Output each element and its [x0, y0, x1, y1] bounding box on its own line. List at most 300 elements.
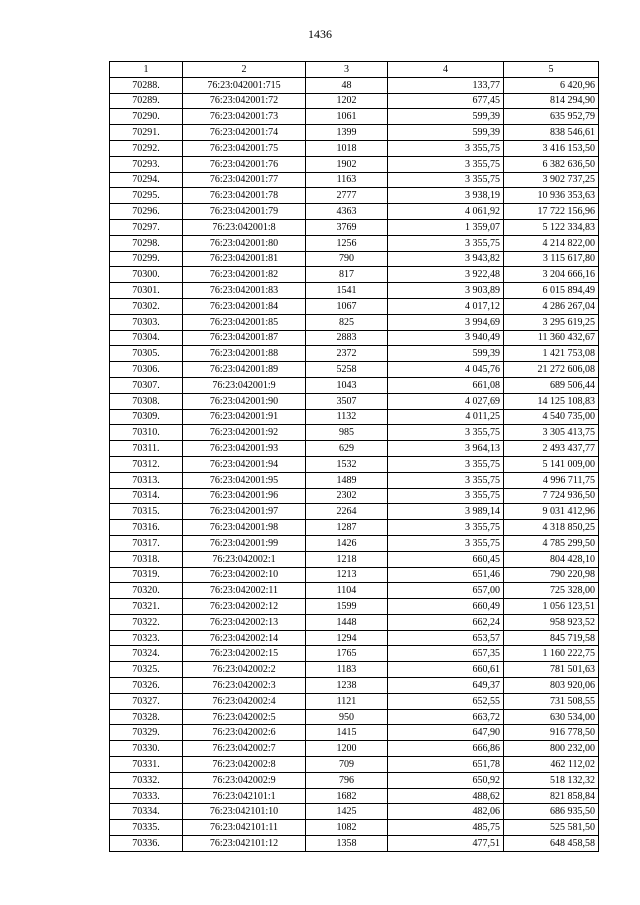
specific-value-cell: 3 355,75: [388, 172, 504, 188]
cadastral-number-cell: 76:23:042001:93: [183, 441, 306, 457]
cadastral-value-cell: 814 294,90: [504, 93, 599, 109]
cadastral-number-cell: 76:23:042001:99: [183, 535, 306, 551]
table-row: [110, 156, 599, 172]
cadastral-value-cell: 525 581,50: [504, 820, 599, 836]
cadastral-number-cell: 76:23:042001:78: [183, 188, 306, 204]
cadastral-number-cell: 76:23:042002:11: [183, 583, 306, 599]
table-row: [110, 425, 599, 441]
table-row: [110, 535, 599, 551]
area-value-cell: 1399: [306, 125, 388, 141]
cadastral-number-cell: 76:23:042101:11: [183, 820, 306, 836]
area-value-cell: 1294: [306, 630, 388, 646]
area-value-cell: 1415: [306, 725, 388, 741]
cadastral-number-cell: 76:23:042002:3: [183, 678, 306, 694]
row-number-cell: 70311.: [110, 441, 183, 457]
specific-value-cell: 3 940,49: [388, 330, 504, 346]
cadastral-number-cell: 76:23:042101:10: [183, 804, 306, 820]
cadastral-value-cell: 17 722 156,96: [504, 204, 599, 220]
row-number-cell: 70300.: [110, 267, 183, 283]
cadastral-number-cell: 76:23:042001:8: [183, 219, 306, 235]
table-header-row: [110, 62, 599, 78]
row-number-cell: 70325.: [110, 662, 183, 678]
table-row: [110, 441, 599, 457]
cadastral-number-cell: 76:23:042002:5: [183, 709, 306, 725]
area-value-cell: 1358: [306, 836, 388, 852]
table-row: [110, 251, 599, 267]
table-row: [110, 235, 599, 251]
specific-value-cell: 657,00: [388, 583, 504, 599]
area-value-cell: 1218: [306, 551, 388, 567]
table-row: [110, 520, 599, 536]
cadastral-number-cell: 76:23:042002:9: [183, 772, 306, 788]
area-value-cell: 1238: [306, 678, 388, 694]
row-number-cell: 70309.: [110, 409, 183, 425]
cadastral-number-cell: 76:23:042002:8: [183, 757, 306, 773]
area-value-cell: 1132: [306, 409, 388, 425]
page-number: 1436: [308, 27, 332, 41]
column-header-5: 5: [504, 62, 599, 78]
cadastral-number-cell: 76:23:042002:14: [183, 630, 306, 646]
area-value-cell: 950: [306, 709, 388, 725]
area-value-cell: 1104: [306, 583, 388, 599]
table-row: [110, 741, 599, 757]
cadastral-value-cell: 3 416 153,50: [504, 140, 599, 156]
area-value-cell: 4363: [306, 204, 388, 220]
row-number-cell: 70320.: [110, 583, 183, 599]
cadastral-number-cell: 76:23:042001:80: [183, 235, 306, 251]
table-row: [110, 472, 599, 488]
cadastral-number-cell: 76:23:042001:76: [183, 156, 306, 172]
row-number-cell: 70318.: [110, 551, 183, 567]
area-value-cell: 1200: [306, 741, 388, 757]
row-number-cell: 70298.: [110, 235, 183, 251]
row-number-cell: 70327.: [110, 693, 183, 709]
table-row: [110, 314, 599, 330]
cadastral-number-cell: 76:23:042002:13: [183, 614, 306, 630]
specific-value-cell: 3 355,75: [388, 488, 504, 504]
table-row: [110, 567, 599, 583]
area-value-cell: 790: [306, 251, 388, 267]
specific-value-cell: 3 355,75: [388, 235, 504, 251]
column-header-2: 2: [183, 62, 306, 78]
table-row: [110, 140, 599, 156]
row-number-cell: 70329.: [110, 725, 183, 741]
specific-value-cell: 4 011,25: [388, 409, 504, 425]
specific-value-cell: 3 355,75: [388, 156, 504, 172]
area-value-cell: 629: [306, 441, 388, 457]
area-value-cell: 1426: [306, 535, 388, 551]
table-row: [110, 409, 599, 425]
cadastral-number-cell: 76:23:042001:91: [183, 409, 306, 425]
specific-value-cell: 3 964,13: [388, 441, 504, 457]
cadastral-value-cell: 4 996 711,75: [504, 472, 599, 488]
table-row: [110, 693, 599, 709]
area-value-cell: 48: [306, 77, 388, 93]
area-value-cell: 5258: [306, 362, 388, 378]
cadastral-value-cell: 3 295 619,25: [504, 314, 599, 330]
cadastral-value-cell: 689 506,44: [504, 377, 599, 393]
specific-value-cell: 3 355,75: [388, 456, 504, 472]
specific-value-cell: 4 017,12: [388, 298, 504, 314]
cadastral-value-cell: 3 305 413,75: [504, 425, 599, 441]
cadastral-number-cell: 76:23:042001:73: [183, 109, 306, 125]
cadastral-value-cell: 790 220,98: [504, 567, 599, 583]
area-value-cell: 2372: [306, 346, 388, 362]
cadastral-value-cell: 958 923,52: [504, 614, 599, 630]
specific-value-cell: 660,61: [388, 662, 504, 678]
table-row: [110, 646, 599, 662]
row-number-cell: 70288.: [110, 77, 183, 93]
specific-value-cell: 3 989,14: [388, 504, 504, 520]
cadastral-value-cell: 1 056 123,51: [504, 599, 599, 615]
specific-value-cell: 660,49: [388, 599, 504, 615]
row-number-cell: 70296.: [110, 204, 183, 220]
cadastral-number-cell: 76:23:042001:79: [183, 204, 306, 220]
cadastral-number-cell: 76:23:042001:98: [183, 520, 306, 536]
cadastral-number-cell: 76:23:042001:83: [183, 283, 306, 299]
cadastral-number-cell: 76:23:042001:92: [183, 425, 306, 441]
cadastral-value-cell: 10 936 353,63: [504, 188, 599, 204]
cadastral-value-cell: 635 952,79: [504, 109, 599, 125]
cadastral-value-cell: 686 935,50: [504, 804, 599, 820]
row-number-cell: 70333.: [110, 788, 183, 804]
row-number-cell: 70294.: [110, 172, 183, 188]
area-value-cell: 1902: [306, 156, 388, 172]
specific-value-cell: 482,06: [388, 804, 504, 820]
cadastral-value-cell: 630 534,00: [504, 709, 599, 725]
cadastral-value-cell: 804 428,10: [504, 551, 599, 567]
row-number-cell: 70299.: [110, 251, 183, 267]
area-value-cell: 1256: [306, 235, 388, 251]
specific-value-cell: 662,24: [388, 614, 504, 630]
column-header-4: 4: [388, 62, 504, 78]
cadastral-value-cell: 4 286 267,04: [504, 298, 599, 314]
table-row: [110, 820, 599, 836]
cadastral-number-cell: 76:23:042001:87: [183, 330, 306, 346]
cadastral-number-cell: 76:23:042002:4: [183, 693, 306, 709]
row-number-cell: 70297.: [110, 219, 183, 235]
table-body: [110, 77, 599, 851]
cadastral-value-cell: 11 360 432,67: [504, 330, 599, 346]
cadastral-number-cell: 76:23:042001:81: [183, 251, 306, 267]
area-value-cell: 2302: [306, 488, 388, 504]
specific-value-cell: 653,57: [388, 630, 504, 646]
cadastral-value-cell: 845 719,58: [504, 630, 599, 646]
cadastral-value-cell: 4 214 822,00: [504, 235, 599, 251]
row-number-cell: 70328.: [110, 709, 183, 725]
table-row: [110, 219, 599, 235]
cadastral-value-cell: 2 493 437,77: [504, 441, 599, 457]
row-number-cell: 70321.: [110, 599, 183, 615]
specific-value-cell: 477,51: [388, 836, 504, 852]
row-number-cell: 70313.: [110, 472, 183, 488]
area-value-cell: 1018: [306, 140, 388, 156]
table-row: [110, 836, 599, 852]
cadastral-value-cell: 648 458,58: [504, 836, 599, 852]
column-header-3: 3: [306, 62, 388, 78]
specific-value-cell: 3 355,75: [388, 425, 504, 441]
specific-value-cell: 651,78: [388, 757, 504, 773]
row-number-cell: 70326.: [110, 678, 183, 694]
cadastral-number-cell: 76:23:042001:89: [183, 362, 306, 378]
cadastral-value-cell: 3 115 617,80: [504, 251, 599, 267]
cadastral-value-cell: 5 141 009,00: [504, 456, 599, 472]
table-row: [110, 709, 599, 725]
area-value-cell: 1043: [306, 377, 388, 393]
specific-value-cell: 599,39: [388, 109, 504, 125]
table-row: [110, 630, 599, 646]
table-row: [110, 362, 599, 378]
specific-value-cell: 3 355,75: [388, 472, 504, 488]
cadastral-value-cell: 518 132,32: [504, 772, 599, 788]
area-value-cell: 2264: [306, 504, 388, 520]
specific-value-cell: 3 943,82: [388, 251, 504, 267]
specific-value-cell: 3 355,75: [388, 520, 504, 536]
cadastral-value-cell: 5 122 334,83: [504, 219, 599, 235]
cadastral-value-cell: 6 015 894,49: [504, 283, 599, 299]
cadastral-value-cell: 9 031 412,96: [504, 504, 599, 520]
specific-value-cell: 649,37: [388, 678, 504, 694]
row-number-cell: 70312.: [110, 456, 183, 472]
table-row: [110, 330, 599, 346]
cadastral-value-cell: 4 785 299,50: [504, 535, 599, 551]
area-value-cell: 3769: [306, 219, 388, 235]
cadastral-number-cell: 76:23:042002:2: [183, 662, 306, 678]
table-row: [110, 393, 599, 409]
specific-value-cell: 3 355,75: [388, 140, 504, 156]
table-row: [110, 725, 599, 741]
area-value-cell: 709: [306, 757, 388, 773]
cadastral-value-cell: 4 318 850,25: [504, 520, 599, 536]
cadastral-number-cell: 76:23:042001:97: [183, 504, 306, 520]
table-row: [110, 504, 599, 520]
row-number-cell: 70315.: [110, 504, 183, 520]
row-number-cell: 70334.: [110, 804, 183, 820]
row-number-cell: 70303.: [110, 314, 183, 330]
specific-value-cell: 663,72: [388, 709, 504, 725]
table-row: [110, 583, 599, 599]
specific-value-cell: 3 922,48: [388, 267, 504, 283]
row-number-cell: 70295.: [110, 188, 183, 204]
cadastral-number-cell: 76:23:042002:7: [183, 741, 306, 757]
cadastral-number-cell: 76:23:042001:75: [183, 140, 306, 156]
table-row: [110, 662, 599, 678]
table-row: [110, 456, 599, 472]
specific-value-cell: 650,92: [388, 772, 504, 788]
specific-value-cell: 3 938,19: [388, 188, 504, 204]
table-row: [110, 283, 599, 299]
table-row: [110, 346, 599, 362]
cadastral-number-cell: 76:23:042001:72: [183, 93, 306, 109]
specific-value-cell: 652,55: [388, 693, 504, 709]
specific-value-cell: 666,86: [388, 741, 504, 757]
row-number-cell: 70302.: [110, 298, 183, 314]
table-row: [110, 188, 599, 204]
specific-value-cell: 1 359,07: [388, 219, 504, 235]
cadastral-number-cell: 76:23:042001:77: [183, 172, 306, 188]
specific-value-cell: 4 061,92: [388, 204, 504, 220]
cadastral-value-cell: 6 382 636,50: [504, 156, 599, 172]
area-value-cell: 825: [306, 314, 388, 330]
row-number-cell: 70306.: [110, 362, 183, 378]
area-value-cell: 2777: [306, 188, 388, 204]
table-row: [110, 77, 599, 93]
row-number-cell: 70323.: [110, 630, 183, 646]
table-row: [110, 109, 599, 125]
row-number-cell: 70305.: [110, 346, 183, 362]
cadastral-number-cell: 76:23:042001:74: [183, 125, 306, 141]
specific-value-cell: 4 027,69: [388, 393, 504, 409]
specific-value-cell: 599,39: [388, 346, 504, 362]
table-row: [110, 488, 599, 504]
table-row: [110, 804, 599, 820]
cadastral-value-cell: 916 778,50: [504, 725, 599, 741]
row-number-cell: 70335.: [110, 820, 183, 836]
area-value-cell: 1183: [306, 662, 388, 678]
cadastral-value-cell: 3 204 666,16: [504, 267, 599, 283]
table-row: [110, 267, 599, 283]
area-value-cell: 1448: [306, 614, 388, 630]
row-number-cell: 70293.: [110, 156, 183, 172]
cadastral-value-cell: 821 858,84: [504, 788, 599, 804]
cadastral-number-cell: 76:23:042002:10: [183, 567, 306, 583]
specific-value-cell: 3 903,89: [388, 283, 504, 299]
cadastral-number-cell: 76:23:042002:12: [183, 599, 306, 615]
area-value-cell: 1213: [306, 567, 388, 583]
cadastral-value-cell: 3 902 737,25: [504, 172, 599, 188]
cadastral-value-cell: 731 508,55: [504, 693, 599, 709]
specific-value-cell: 677,45: [388, 93, 504, 109]
table-row: [110, 377, 599, 393]
table-row: [110, 599, 599, 615]
specific-value-cell: 660,45: [388, 551, 504, 567]
cadastral-number-cell: 76:23:042001:88: [183, 346, 306, 362]
row-number-cell: 70332.: [110, 772, 183, 788]
table-row: [110, 125, 599, 141]
area-value-cell: 1163: [306, 172, 388, 188]
specific-value-cell: 647,90: [388, 725, 504, 741]
table-row: [110, 204, 599, 220]
cadastral-value-cell: 14 125 108,83: [504, 393, 599, 409]
cadastral-number-cell: 76:23:042001:9: [183, 377, 306, 393]
row-number-cell: 70304.: [110, 330, 183, 346]
cadastral-number-cell: 76:23:042001:90: [183, 393, 306, 409]
cadastral-value-cell: 838 546,61: [504, 125, 599, 141]
row-number-cell: 70336.: [110, 836, 183, 852]
area-value-cell: 796: [306, 772, 388, 788]
cadastral-value-cell: 4 540 735,00: [504, 409, 599, 425]
area-value-cell: 1532: [306, 456, 388, 472]
cadastral-value-cell: 1 421 753,08: [504, 346, 599, 362]
row-number-cell: 70331.: [110, 757, 183, 773]
area-value-cell: 1541: [306, 283, 388, 299]
row-number-cell: 70292.: [110, 140, 183, 156]
specific-value-cell: 3 994,69: [388, 314, 504, 330]
specific-value-cell: 133,77: [388, 77, 504, 93]
column-header-1: 1: [110, 62, 183, 78]
row-number-cell: 70322.: [110, 614, 183, 630]
area-value-cell: 1067: [306, 298, 388, 314]
table-row: [110, 93, 599, 109]
area-value-cell: 1121: [306, 693, 388, 709]
table-row: [110, 678, 599, 694]
row-number-cell: 70324.: [110, 646, 183, 662]
area-value-cell: 1682: [306, 788, 388, 804]
area-value-cell: 3507: [306, 393, 388, 409]
area-value-cell: 985: [306, 425, 388, 441]
cadastral-number-cell: 76:23:042001:96: [183, 488, 306, 504]
area-value-cell: 1425: [306, 804, 388, 820]
row-number-cell: 70289.: [110, 93, 183, 109]
cadastral-value-cell: 1 160 222,75: [504, 646, 599, 662]
cadastral-number-cell: 76:23:042001:84: [183, 298, 306, 314]
specific-value-cell: 599,39: [388, 125, 504, 141]
specific-value-cell: 657,35: [388, 646, 504, 662]
cadastral-value-cell: 6 420,96: [504, 77, 599, 93]
cadastral-number-cell: 76:23:042001:95: [183, 472, 306, 488]
table-row: [110, 551, 599, 567]
table-row: [110, 172, 599, 188]
row-number-cell: 70317.: [110, 535, 183, 551]
row-number-cell: 70307.: [110, 377, 183, 393]
table-row: [110, 772, 599, 788]
specific-value-cell: 3 355,75: [388, 535, 504, 551]
area-value-cell: 1489: [306, 472, 388, 488]
cadastral-number-cell: 76:23:042101:12: [183, 836, 306, 852]
specific-value-cell: 485,75: [388, 820, 504, 836]
row-number-cell: 70301.: [110, 283, 183, 299]
cadastral-value-cell: 7 724 936,50: [504, 488, 599, 504]
row-number-cell: 70316.: [110, 520, 183, 536]
area-value-cell: 1765: [306, 646, 388, 662]
area-value-cell: 1082: [306, 820, 388, 836]
row-number-cell: 70290.: [110, 109, 183, 125]
row-number-cell: 70308.: [110, 393, 183, 409]
row-number-cell: 70330.: [110, 741, 183, 757]
cadastral-number-cell: 76:23:042002:15: [183, 646, 306, 662]
area-value-cell: 1287: [306, 520, 388, 536]
cadastral-value-cell: 462 112,02: [504, 757, 599, 773]
row-number-cell: 70291.: [110, 125, 183, 141]
cadastral-number-cell: 76:23:042001:94: [183, 456, 306, 472]
specific-value-cell: 661,08: [388, 377, 504, 393]
cadastral-value-cell: 781 501,63: [504, 662, 599, 678]
table-row: [110, 298, 599, 314]
row-number-cell: 70314.: [110, 488, 183, 504]
area-value-cell: 2883: [306, 330, 388, 346]
table-row: [110, 614, 599, 630]
row-number-cell: 70310.: [110, 425, 183, 441]
area-value-cell: 1599: [306, 599, 388, 615]
cadastral-number-cell: 76:23:042001:85: [183, 314, 306, 330]
cadastral-value-cell: 800 232,00: [504, 741, 599, 757]
cadastral-number-cell: 76:23:042001:82: [183, 267, 306, 283]
area-value-cell: 817: [306, 267, 388, 283]
cadastral-value-cell: 21 272 606,08: [504, 362, 599, 378]
cadastral-number-cell: 76:23:042002:1: [183, 551, 306, 567]
table-row: [110, 757, 599, 773]
cadastral-value-cell: 725 328,00: [504, 583, 599, 599]
cadastral-number-cell: 76:23:042002:6: [183, 725, 306, 741]
specific-value-cell: 488,62: [388, 788, 504, 804]
table-row: [110, 788, 599, 804]
cadastral-value-table: [109, 61, 599, 852]
area-value-cell: 1061: [306, 109, 388, 125]
area-value-cell: 1202: [306, 93, 388, 109]
cadastral-value-cell: 803 920,06: [504, 678, 599, 694]
cadastral-number-cell: 76:23:042001:715: [183, 77, 306, 93]
specific-value-cell: 4 045,76: [388, 362, 504, 378]
